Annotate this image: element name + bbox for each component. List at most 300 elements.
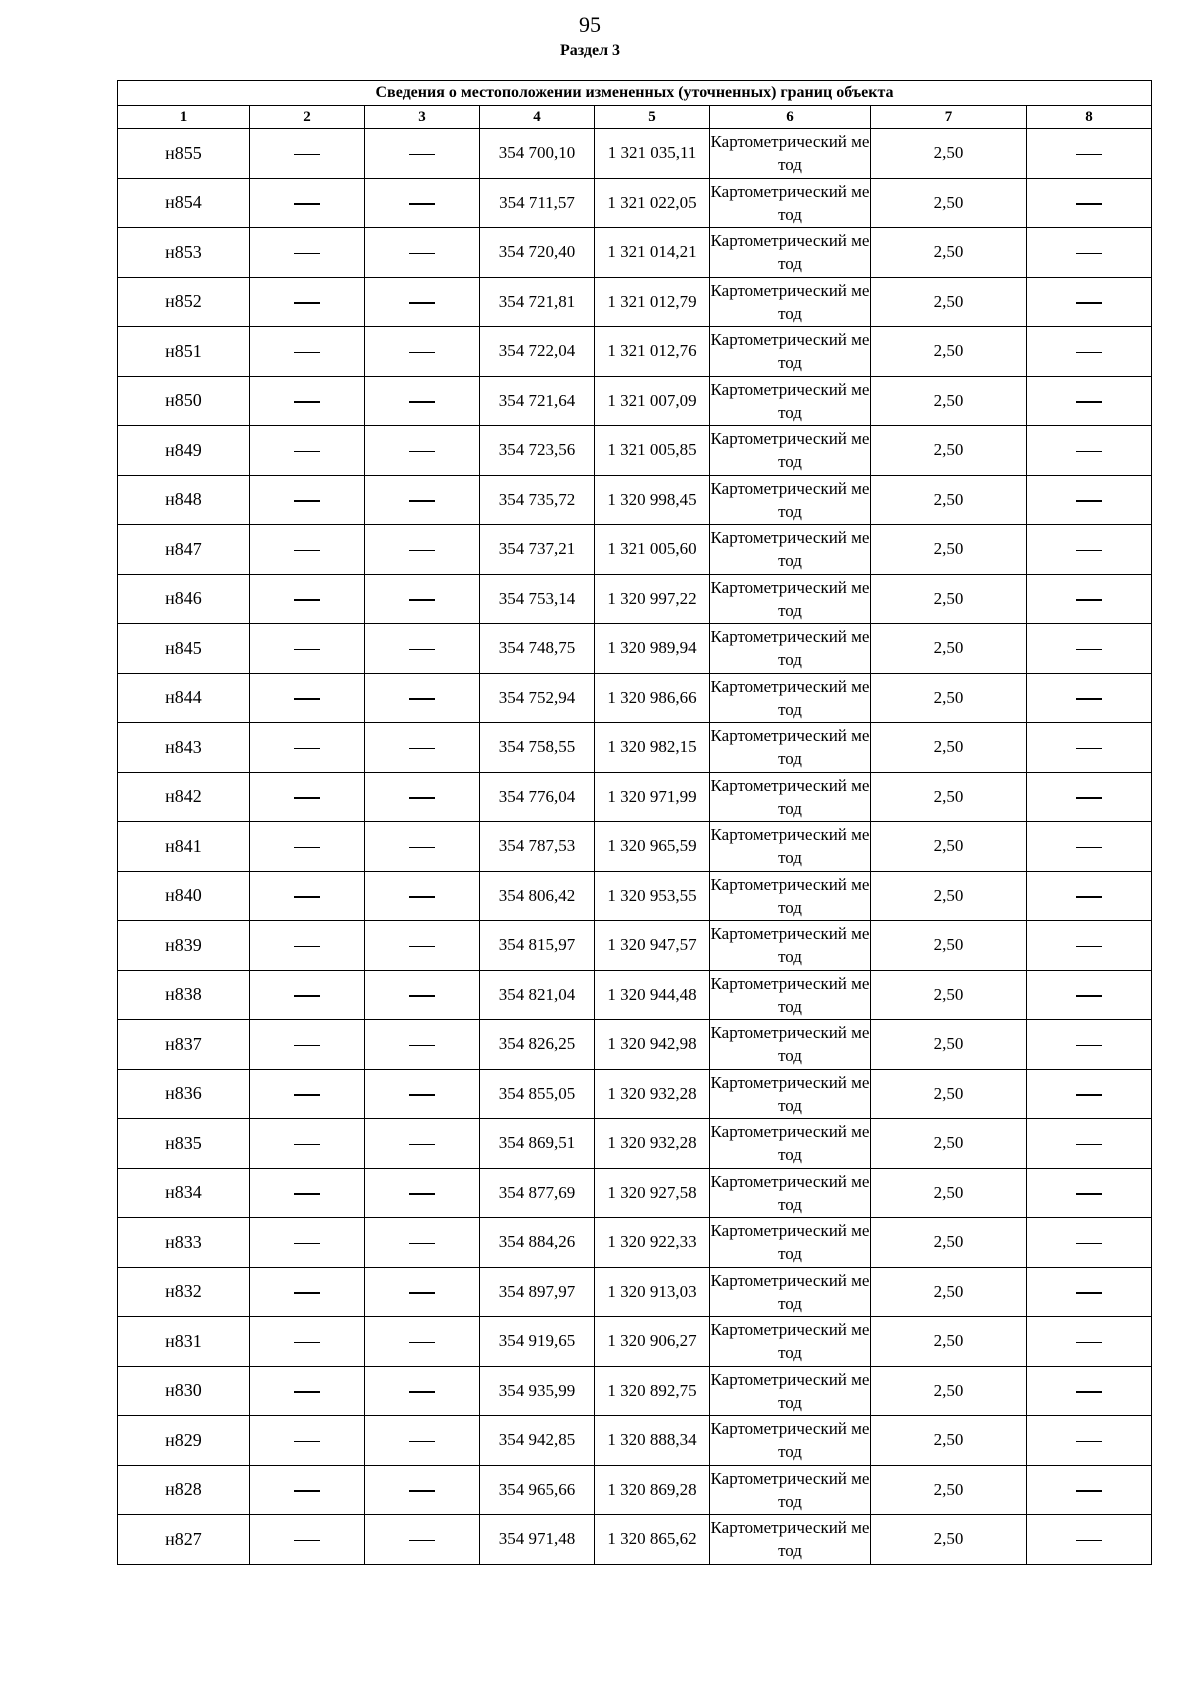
accuracy-cell: 2,50 xyxy=(871,277,1027,327)
method-cell: Картометрический метод xyxy=(710,327,871,377)
point-name-cell: н835 xyxy=(118,1119,250,1169)
accuracy-cell: 2,50 xyxy=(871,1416,1027,1466)
dash-mark xyxy=(294,154,320,156)
point-name-cell: н844 xyxy=(118,673,250,723)
dash-mark xyxy=(1076,500,1102,502)
x-coordinate-cell: 354 776,04 xyxy=(480,772,595,822)
column-2-cell xyxy=(250,970,365,1020)
method-cell: Картометрический метод xyxy=(710,871,871,921)
column-3-cell xyxy=(365,1515,480,1565)
accuracy-cell: 2,50 xyxy=(871,376,1027,426)
table-row xyxy=(118,772,1152,822)
dash-mark xyxy=(409,253,435,255)
table-row xyxy=(118,475,1152,525)
column-number-5: 5 xyxy=(595,106,710,129)
column-8-cell xyxy=(1027,1267,1152,1317)
column-2-cell xyxy=(250,376,365,426)
column-8-cell xyxy=(1027,228,1152,278)
dash-mark xyxy=(294,302,320,304)
column-8-cell xyxy=(1027,178,1152,228)
x-coordinate-cell: 354 897,97 xyxy=(480,1267,595,1317)
dash-mark xyxy=(409,302,435,304)
column-8-cell xyxy=(1027,1317,1152,1367)
point-name-cell: н846 xyxy=(118,574,250,624)
point-name-cell: н833 xyxy=(118,1218,250,1268)
table-row xyxy=(118,723,1152,773)
y-coordinate-cell: 1 321 012,79 xyxy=(595,277,710,327)
dash-mark xyxy=(1076,352,1102,354)
point-name-cell: н849 xyxy=(118,426,250,476)
column-3-cell xyxy=(365,1465,480,1515)
column-8-cell xyxy=(1027,970,1152,1020)
method-cell: Картометрический метод xyxy=(710,921,871,971)
table-row xyxy=(118,178,1152,228)
y-coordinate-cell: 1 320 998,45 xyxy=(595,475,710,525)
column-number-2: 2 xyxy=(250,106,365,129)
point-name-cell: н843 xyxy=(118,723,250,773)
table-row xyxy=(118,277,1152,327)
column-3-cell xyxy=(365,129,480,179)
column-3-cell xyxy=(365,1218,480,1268)
column-number-1: 1 xyxy=(118,106,250,129)
point-name-cell: н837 xyxy=(118,1020,250,1070)
dash-mark xyxy=(1076,1490,1102,1492)
column-number-7: 7 xyxy=(871,106,1027,129)
column-3-cell xyxy=(365,228,480,278)
column-3-cell xyxy=(365,723,480,773)
x-coordinate-cell: 354 723,56 xyxy=(480,426,595,476)
column-3-cell xyxy=(365,1119,480,1169)
column-8-cell xyxy=(1027,822,1152,872)
dash-mark xyxy=(409,1490,435,1492)
dash-mark xyxy=(409,1441,435,1443)
column-number-4: 4 xyxy=(480,106,595,129)
column-3-cell xyxy=(365,525,480,575)
point-name-cell: н854 xyxy=(118,178,250,228)
y-coordinate-cell: 1 320 932,28 xyxy=(595,1119,710,1169)
table-row xyxy=(118,1168,1152,1218)
dash-mark xyxy=(294,1193,320,1195)
dash-mark xyxy=(1076,896,1102,898)
accuracy-cell: 2,50 xyxy=(871,1168,1027,1218)
dash-mark xyxy=(294,253,320,255)
dash-mark xyxy=(294,203,320,205)
table-row xyxy=(118,1366,1152,1416)
dash-mark xyxy=(1076,253,1102,255)
column-3-cell xyxy=(365,376,480,426)
y-coordinate-cell: 1 320 953,55 xyxy=(595,871,710,921)
column-2-cell xyxy=(250,327,365,377)
accuracy-cell: 2,50 xyxy=(871,723,1027,773)
accuracy-cell: 2,50 xyxy=(871,921,1027,971)
dash-mark xyxy=(1076,1243,1102,1245)
method-cell: Картометрический метод xyxy=(710,1168,871,1218)
column-3-cell xyxy=(365,1317,480,1367)
dash-mark xyxy=(294,599,320,601)
page-number: 95 xyxy=(579,12,601,37)
dash-mark xyxy=(1076,1441,1102,1443)
table-row xyxy=(118,1218,1152,1268)
dash-mark xyxy=(409,1045,435,1047)
column-2-cell xyxy=(250,277,365,327)
method-cell: Картометрический метод xyxy=(710,1317,871,1367)
table-caption-row xyxy=(118,81,1152,106)
point-name-cell: н842 xyxy=(118,772,250,822)
table-row xyxy=(118,525,1152,575)
column-2-cell xyxy=(250,1020,365,1070)
y-coordinate-cell: 1 320 865,62 xyxy=(595,1515,710,1565)
accuracy-cell: 2,50 xyxy=(871,1317,1027,1367)
table-row xyxy=(118,1465,1152,1515)
dash-mark xyxy=(1076,748,1102,750)
dash-mark xyxy=(1076,698,1102,700)
method-cell: Картометрический метод xyxy=(710,376,871,426)
column-8-cell xyxy=(1027,1020,1152,1070)
y-coordinate-cell: 1 320 997,22 xyxy=(595,574,710,624)
method-cell: Картометрический метод xyxy=(710,1069,871,1119)
x-coordinate-cell: 354 919,65 xyxy=(480,1317,595,1367)
point-name-cell: н840 xyxy=(118,871,250,921)
column-2-cell xyxy=(250,723,365,773)
x-coordinate-cell: 354 826,25 xyxy=(480,1020,595,1070)
table-row xyxy=(118,673,1152,723)
column-2-cell xyxy=(250,921,365,971)
y-coordinate-cell: 1 320 932,28 xyxy=(595,1069,710,1119)
dash-mark xyxy=(409,1540,435,1542)
dash-mark xyxy=(1076,550,1102,552)
dash-mark xyxy=(294,946,320,948)
dash-mark xyxy=(1076,1144,1102,1146)
point-name-cell: н828 xyxy=(118,1465,250,1515)
column-number-3: 3 xyxy=(365,106,480,129)
table-row xyxy=(118,1020,1152,1070)
method-cell: Картометрический метод xyxy=(710,1218,871,1268)
y-coordinate-cell: 1 320 944,48 xyxy=(595,970,710,1020)
column-3-cell xyxy=(365,1416,480,1466)
dash-mark xyxy=(1076,1045,1102,1047)
dash-mark xyxy=(294,797,320,799)
dash-mark xyxy=(409,1391,435,1393)
dash-mark xyxy=(409,1243,435,1245)
column-3-cell xyxy=(365,772,480,822)
table-row xyxy=(118,574,1152,624)
point-name-cell: н851 xyxy=(118,327,250,377)
column-2-cell xyxy=(250,1465,365,1515)
table-row xyxy=(118,327,1152,377)
column-2-cell xyxy=(250,624,365,674)
point-name-cell: н848 xyxy=(118,475,250,525)
point-name-cell: н850 xyxy=(118,376,250,426)
dash-mark xyxy=(294,748,320,750)
column-8-cell xyxy=(1027,1465,1152,1515)
dash-mark xyxy=(294,1045,320,1047)
column-2-cell xyxy=(250,178,365,228)
y-coordinate-cell: 1 321 012,76 xyxy=(595,327,710,377)
dash-mark xyxy=(1076,1094,1102,1096)
method-cell: Картометрический метод xyxy=(710,772,871,822)
accuracy-cell: 2,50 xyxy=(871,228,1027,278)
column-8-cell xyxy=(1027,772,1152,822)
x-coordinate-cell: 354 935,99 xyxy=(480,1366,595,1416)
column-3-cell xyxy=(365,1267,480,1317)
y-coordinate-cell: 1 321 014,21 xyxy=(595,228,710,278)
table-row xyxy=(118,129,1152,179)
point-name-cell: н832 xyxy=(118,1267,250,1317)
accuracy-cell: 2,50 xyxy=(871,178,1027,228)
table-row xyxy=(118,1317,1152,1367)
dash-mark xyxy=(1076,203,1102,205)
dash-mark xyxy=(294,1391,320,1393)
column-3-cell xyxy=(365,277,480,327)
dash-mark xyxy=(294,698,320,700)
dash-mark xyxy=(294,550,320,552)
point-name-cell: н827 xyxy=(118,1515,250,1565)
y-coordinate-cell: 1 321 007,09 xyxy=(595,376,710,426)
column-3-cell xyxy=(365,178,480,228)
point-name-cell: н830 xyxy=(118,1366,250,1416)
x-coordinate-cell: 354 722,04 xyxy=(480,327,595,377)
method-cell: Картометрический метод xyxy=(710,1416,871,1466)
point-name-cell: н831 xyxy=(118,1317,250,1367)
dash-mark xyxy=(409,203,435,205)
dash-mark xyxy=(409,451,435,453)
dash-mark xyxy=(1076,1540,1102,1542)
y-coordinate-cell: 1 320 888,34 xyxy=(595,1416,710,1466)
method-cell: Картометрический метод xyxy=(710,426,871,476)
dash-mark xyxy=(409,748,435,750)
y-coordinate-cell: 1 320 913,03 xyxy=(595,1267,710,1317)
column-3-cell xyxy=(365,871,480,921)
y-coordinate-cell: 1 321 035,11 xyxy=(595,129,710,179)
dash-mark xyxy=(1076,302,1102,304)
dash-mark xyxy=(409,1292,435,1294)
column-3-cell xyxy=(365,426,480,476)
accuracy-cell: 2,50 xyxy=(871,327,1027,377)
accuracy-cell: 2,50 xyxy=(871,1267,1027,1317)
dash-mark xyxy=(1076,847,1102,849)
accuracy-cell: 2,50 xyxy=(871,426,1027,476)
x-coordinate-cell: 354 700,10 xyxy=(480,129,595,179)
dash-mark xyxy=(294,1094,320,1096)
point-name-cell: н834 xyxy=(118,1168,250,1218)
method-cell: Картометрический метод xyxy=(710,822,871,872)
point-name-cell: н853 xyxy=(118,228,250,278)
y-coordinate-cell: 1 321 005,85 xyxy=(595,426,710,476)
column-8-cell xyxy=(1027,1416,1152,1466)
column-8-cell xyxy=(1027,376,1152,426)
method-cell: Картометрический метод xyxy=(710,525,871,575)
dash-mark xyxy=(1076,1193,1102,1195)
column-3-cell xyxy=(365,1366,480,1416)
method-cell: Картометрический метод xyxy=(710,574,871,624)
x-coordinate-cell: 354 855,05 xyxy=(480,1069,595,1119)
y-coordinate-cell: 1 320 989,94 xyxy=(595,624,710,674)
point-name-cell: н845 xyxy=(118,624,250,674)
table-row xyxy=(118,228,1152,278)
x-coordinate-cell: 354 942,85 xyxy=(480,1416,595,1466)
column-2-cell xyxy=(250,1168,365,1218)
method-cell: Картометрический метод xyxy=(710,475,871,525)
dash-mark xyxy=(409,500,435,502)
x-coordinate-cell: 354 971,48 xyxy=(480,1515,595,1565)
column-number-row xyxy=(118,106,1152,129)
point-name-cell: н841 xyxy=(118,822,250,872)
x-coordinate-cell: 354 752,94 xyxy=(480,673,595,723)
dash-mark xyxy=(409,1342,435,1344)
point-name-cell: н847 xyxy=(118,525,250,575)
method-cell: Картометрический метод xyxy=(710,277,871,327)
column-2-cell xyxy=(250,1416,365,1466)
column-8-cell xyxy=(1027,1119,1152,1169)
y-coordinate-cell: 1 320 892,75 xyxy=(595,1366,710,1416)
x-coordinate-cell: 354 720,40 xyxy=(480,228,595,278)
column-3-cell xyxy=(365,921,480,971)
accuracy-cell: 2,50 xyxy=(871,822,1027,872)
dash-mark xyxy=(1076,599,1102,601)
accuracy-cell: 2,50 xyxy=(871,1119,1027,1169)
column-8-cell xyxy=(1027,871,1152,921)
dash-mark xyxy=(294,995,320,997)
table-row xyxy=(118,624,1152,674)
method-cell: Картометрический метод xyxy=(710,673,871,723)
dash-mark xyxy=(409,154,435,156)
accuracy-cell: 2,50 xyxy=(871,1069,1027,1119)
dash-mark xyxy=(1076,995,1102,997)
dash-mark xyxy=(294,1342,320,1344)
column-2-cell xyxy=(250,1267,365,1317)
column-3-cell xyxy=(365,327,480,377)
column-number-6: 6 xyxy=(710,106,871,129)
dash-mark xyxy=(294,1292,320,1294)
column-2-cell xyxy=(250,1515,365,1565)
column-2-cell xyxy=(250,673,365,723)
dash-mark xyxy=(409,1094,435,1096)
column-8-cell xyxy=(1027,673,1152,723)
method-cell: Картометрический метод xyxy=(710,970,871,1020)
dash-mark xyxy=(1076,797,1102,799)
column-8-cell xyxy=(1027,277,1152,327)
dash-mark xyxy=(294,1441,320,1443)
column-2-cell xyxy=(250,426,365,476)
point-name-cell: н836 xyxy=(118,1069,250,1119)
method-cell: Картометрический метод xyxy=(710,129,871,179)
point-name-cell: н829 xyxy=(118,1416,250,1466)
column-8-cell xyxy=(1027,525,1152,575)
table-row xyxy=(118,871,1152,921)
column-2-cell xyxy=(250,1119,365,1169)
x-coordinate-cell: 354 821,04 xyxy=(480,970,595,1020)
dash-mark xyxy=(1076,1391,1102,1393)
x-coordinate-cell: 354 806,42 xyxy=(480,871,595,921)
accuracy-cell: 2,50 xyxy=(871,1366,1027,1416)
x-coordinate-cell: 354 869,51 xyxy=(480,1119,595,1169)
accuracy-cell: 2,50 xyxy=(871,574,1027,624)
dash-mark xyxy=(1076,154,1102,156)
column-8-cell xyxy=(1027,1366,1152,1416)
y-coordinate-cell: 1 320 922,33 xyxy=(595,1218,710,1268)
x-coordinate-cell: 354 711,57 xyxy=(480,178,595,228)
column-3-cell xyxy=(365,1020,480,1070)
method-cell: Картометрический метод xyxy=(710,624,871,674)
column-number-8: 8 xyxy=(1027,106,1152,129)
method-cell: Картометрический метод xyxy=(710,178,871,228)
column-8-cell xyxy=(1027,723,1152,773)
method-cell: Картометрический метод xyxy=(710,723,871,773)
column-2-cell xyxy=(250,129,365,179)
x-coordinate-cell: 354 721,81 xyxy=(480,277,595,327)
column-8-cell xyxy=(1027,426,1152,476)
dash-mark xyxy=(294,1490,320,1492)
table-row xyxy=(118,970,1152,1020)
column-8-cell xyxy=(1027,1218,1152,1268)
dash-mark xyxy=(409,698,435,700)
table-row xyxy=(118,1515,1152,1565)
y-coordinate-cell: 1 320 971,99 xyxy=(595,772,710,822)
dash-mark xyxy=(1076,451,1102,453)
section-title: Раздел 3 xyxy=(559,42,621,59)
dash-mark xyxy=(409,401,435,403)
column-8-cell xyxy=(1027,129,1152,179)
column-2-cell xyxy=(250,1069,365,1119)
y-coordinate-cell: 1 320 947,57 xyxy=(595,921,710,971)
y-coordinate-cell: 1 320 869,28 xyxy=(595,1465,710,1515)
dash-mark xyxy=(294,1540,320,1542)
accuracy-cell: 2,50 xyxy=(871,1515,1027,1565)
y-coordinate-cell: 1 321 022,05 xyxy=(595,178,710,228)
table-row xyxy=(118,1119,1152,1169)
dash-mark xyxy=(294,500,320,502)
dash-mark xyxy=(294,352,320,354)
x-coordinate-cell: 354 965,66 xyxy=(480,1465,595,1515)
method-cell: Картометрический метод xyxy=(710,1020,871,1070)
method-cell: Картометрический метод xyxy=(710,1119,871,1169)
accuracy-cell: 2,50 xyxy=(871,525,1027,575)
table-row xyxy=(118,1069,1152,1119)
coordinates-table xyxy=(117,80,1152,1565)
dash-mark xyxy=(409,896,435,898)
column-2-cell xyxy=(250,822,365,872)
column-3-cell xyxy=(365,574,480,624)
point-name-cell: н839 xyxy=(118,921,250,971)
method-cell: Картометрический метод xyxy=(710,1267,871,1317)
column-8-cell xyxy=(1027,475,1152,525)
dash-mark xyxy=(409,550,435,552)
column-3-cell xyxy=(365,624,480,674)
accuracy-cell: 2,50 xyxy=(871,970,1027,1020)
column-2-cell xyxy=(250,871,365,921)
dash-mark xyxy=(409,352,435,354)
column-2-cell xyxy=(250,574,365,624)
table-row xyxy=(118,1267,1152,1317)
table-row xyxy=(118,822,1152,872)
accuracy-cell: 2,50 xyxy=(871,673,1027,723)
x-coordinate-cell: 354 758,55 xyxy=(480,723,595,773)
point-name-cell: н838 xyxy=(118,970,250,1020)
dash-mark xyxy=(294,451,320,453)
point-name-cell: н852 xyxy=(118,277,250,327)
y-coordinate-cell: 1 320 982,15 xyxy=(595,723,710,773)
y-coordinate-cell: 1 320 986,66 xyxy=(595,673,710,723)
dash-mark xyxy=(409,599,435,601)
dash-mark xyxy=(1076,1342,1102,1344)
dash-mark xyxy=(294,896,320,898)
method-cell: Картометрический метод xyxy=(710,1366,871,1416)
x-coordinate-cell: 354 748,75 xyxy=(480,624,595,674)
x-coordinate-cell: 354 884,26 xyxy=(480,1218,595,1268)
column-3-cell xyxy=(365,475,480,525)
table-row xyxy=(118,426,1152,476)
column-8-cell xyxy=(1027,624,1152,674)
